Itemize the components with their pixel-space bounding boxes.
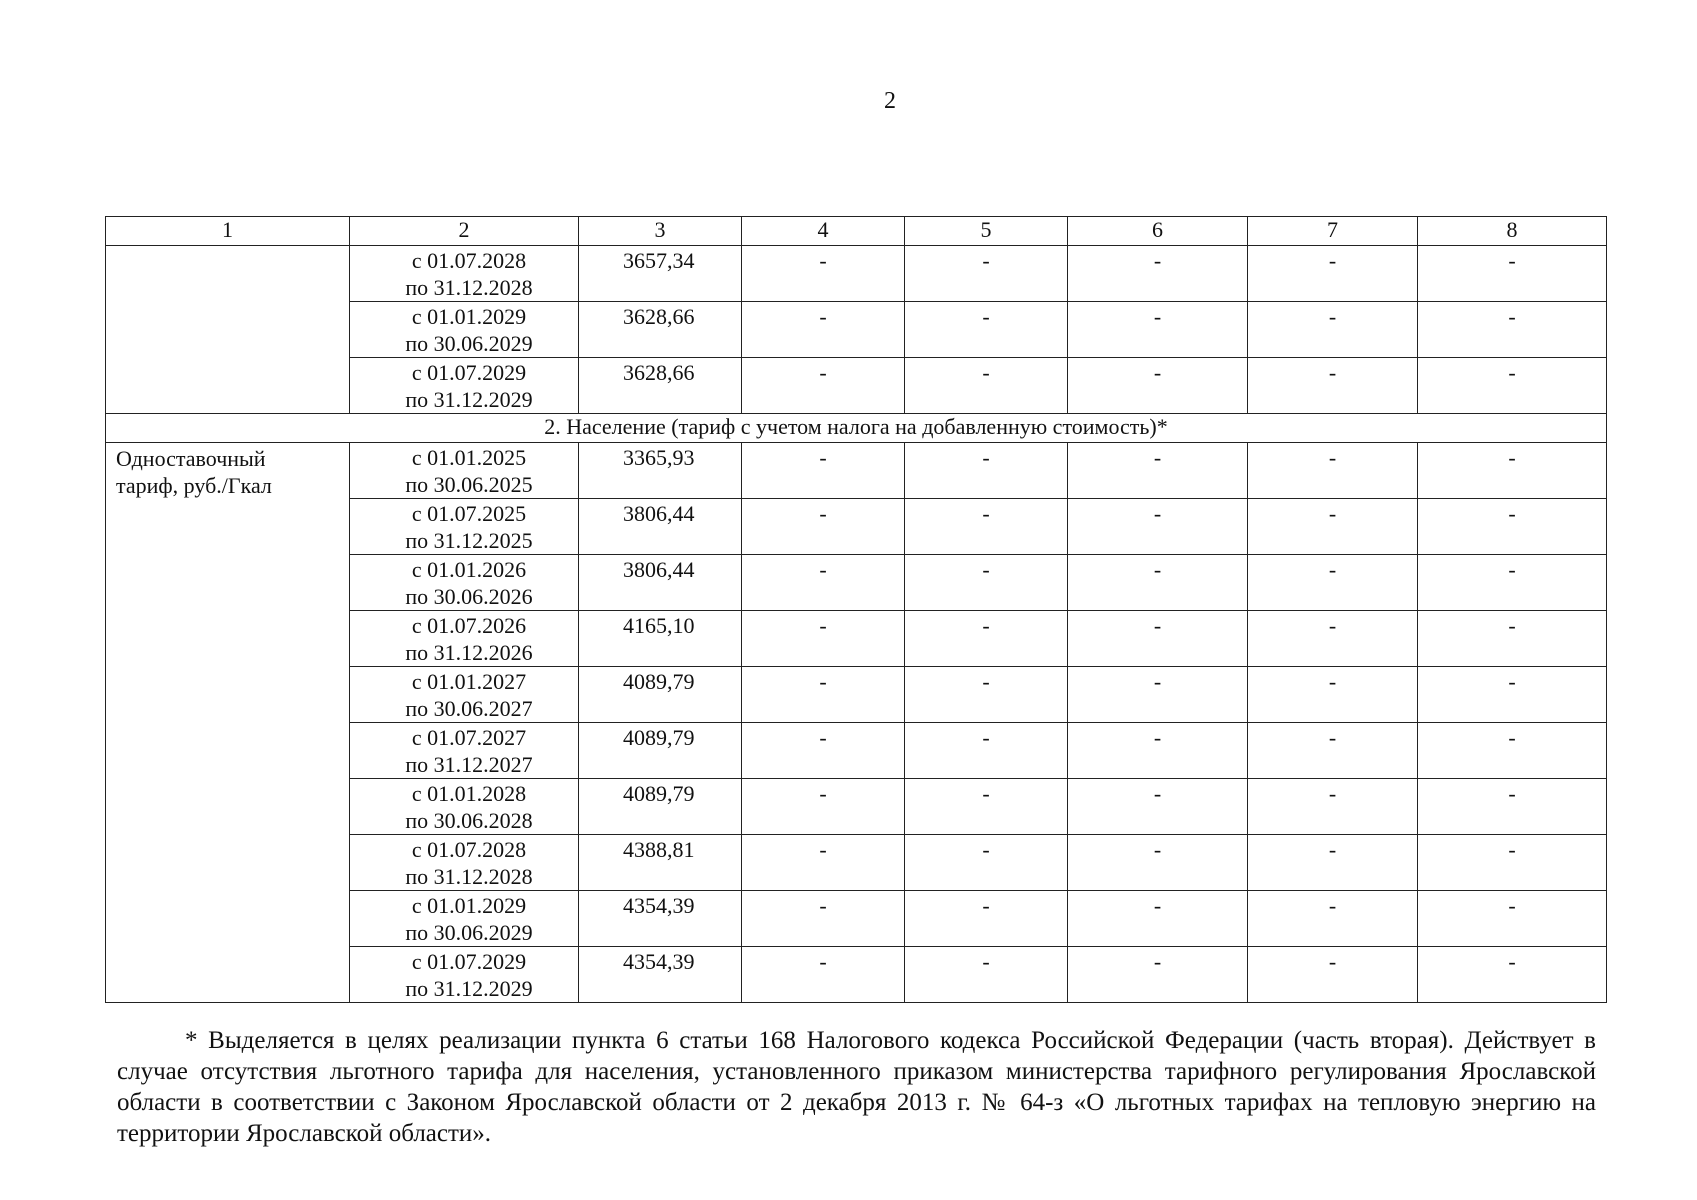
period-from: с 01.01.2027 bbox=[411, 669, 527, 694]
period-from: с 01.07.2025 bbox=[411, 501, 527, 526]
dash-cell: - bbox=[1068, 779, 1248, 835]
period-cell bbox=[350, 779, 579, 835]
header-cell: 8 bbox=[1418, 217, 1607, 246]
dash-cell: - bbox=[742, 358, 905, 414]
period-to: по 30.06.2025 bbox=[405, 472, 533, 497]
header-cell: 4 bbox=[742, 217, 905, 246]
dash-cell: - bbox=[1248, 891, 1418, 947]
dash-cell: - bbox=[905, 835, 1068, 891]
dash-cell: - bbox=[1248, 499, 1418, 555]
dash-cell: - bbox=[1248, 555, 1418, 611]
dash-cell: - bbox=[1418, 947, 1607, 1003]
period-cell bbox=[350, 667, 579, 723]
dash-cell: - bbox=[742, 302, 905, 358]
dash-cell: - bbox=[1068, 358, 1248, 414]
dash-cell: - bbox=[905, 302, 1068, 358]
dash-cell: - bbox=[1068, 611, 1248, 667]
period-from: с 01.01.2026 bbox=[411, 557, 527, 582]
period-cell bbox=[350, 246, 579, 302]
dash-cell: - bbox=[1068, 499, 1248, 555]
dash-cell: - bbox=[1418, 302, 1607, 358]
period-cell bbox=[350, 443, 579, 499]
dash-cell: - bbox=[905, 723, 1068, 779]
dash-cell: - bbox=[1248, 358, 1418, 414]
period-cell bbox=[350, 891, 579, 947]
period-cell bbox=[350, 555, 579, 611]
period-to: по 30.06.2027 bbox=[405, 696, 533, 721]
dash-cell: - bbox=[742, 246, 905, 302]
tariff-unit-line: тариф, руб./Гкал bbox=[116, 473, 272, 498]
dash-cell: - bbox=[1248, 835, 1418, 891]
tariff-value-cell: 4165,10 bbox=[579, 611, 742, 667]
dash-cell: - bbox=[1068, 723, 1248, 779]
dash-cell: - bbox=[742, 555, 905, 611]
period-to: по 30.06.2026 bbox=[405, 584, 533, 609]
dash-cell: - bbox=[1068, 302, 1248, 358]
tariff-value-cell: 3628,66 bbox=[579, 302, 742, 358]
dash-cell: - bbox=[742, 443, 905, 499]
period-cell bbox=[350, 302, 579, 358]
tariff-value-cell: 4089,79 bbox=[579, 723, 742, 779]
tariff-value-cell: 3657,34 bbox=[579, 246, 742, 302]
tariff-value-cell: 3806,44 bbox=[579, 499, 742, 555]
period-cell bbox=[350, 358, 579, 414]
dash-cell: - bbox=[1248, 723, 1418, 779]
period-to: по 30.06.2029 bbox=[405, 331, 533, 356]
header-cell: 1 bbox=[106, 217, 350, 246]
period-from: с 01.01.2028 bbox=[411, 781, 527, 806]
period-to: по 31.12.2026 bbox=[405, 640, 533, 665]
period-to: по 30.06.2028 bbox=[405, 808, 533, 833]
tariff-value-cell: 4354,39 bbox=[579, 947, 742, 1003]
dash-cell: - bbox=[742, 499, 905, 555]
dash-cell: - bbox=[1418, 891, 1607, 947]
period-from: с 01.01.2029 bbox=[411, 893, 527, 918]
dash-cell: - bbox=[1068, 246, 1248, 302]
period-cell bbox=[350, 835, 579, 891]
dash-cell: - bbox=[1248, 443, 1418, 499]
section-row bbox=[106, 414, 1607, 443]
dash-cell: - bbox=[1418, 723, 1607, 779]
table-row bbox=[106, 443, 1607, 499]
period-from: с 01.07.2029 bbox=[411, 949, 527, 974]
period-to: по 31.12.2029 bbox=[405, 976, 533, 1001]
period-to: по 31.12.2029 bbox=[405, 387, 533, 412]
tariff-value-cell: 4089,79 bbox=[579, 779, 742, 835]
tariff-value-cell: 3806,44 bbox=[579, 555, 742, 611]
dash-cell: - bbox=[905, 611, 1068, 667]
section-title: 2. Население (тариф с учетом налога на добавленную стоимость)* bbox=[106, 414, 1607, 443]
tariff-value-cell: 4354,39 bbox=[579, 891, 742, 947]
dash-cell: - bbox=[905, 358, 1068, 414]
period-from: с 01.07.2026 bbox=[411, 613, 527, 638]
dash-cell: - bbox=[1248, 611, 1418, 667]
dash-cell: - bbox=[1068, 947, 1248, 1003]
period-cell bbox=[350, 947, 579, 1003]
dash-cell: - bbox=[1418, 358, 1607, 414]
period-cell bbox=[350, 611, 579, 667]
period-from: с 01.07.2029 bbox=[411, 360, 527, 385]
dash-cell: - bbox=[1068, 555, 1248, 611]
period-from: с 01.01.2029 bbox=[411, 304, 527, 329]
dash-cell: - bbox=[1248, 779, 1418, 835]
dash-cell: - bbox=[1248, 947, 1418, 1003]
tariff-type-label bbox=[106, 443, 350, 1003]
period-to: по 31.12.2028 bbox=[405, 275, 533, 300]
dash-cell: - bbox=[1068, 443, 1248, 499]
dash-cell: - bbox=[905, 779, 1068, 835]
dash-cell: - bbox=[1418, 835, 1607, 891]
period-from: с 01.07.2027 bbox=[411, 725, 527, 750]
header-cell: 7 bbox=[1248, 217, 1418, 246]
dash-cell: - bbox=[905, 443, 1068, 499]
period-to: по 30.06.2029 bbox=[405, 920, 533, 945]
tariff-value-cell: 4388,81 bbox=[579, 835, 742, 891]
tariff-type-line: Одноставочный bbox=[116, 446, 266, 471]
dash-cell: - bbox=[1418, 499, 1607, 555]
dash-cell: - bbox=[1418, 611, 1607, 667]
dash-cell: - bbox=[1418, 443, 1607, 499]
table-row bbox=[106, 246, 1607, 302]
dash-cell: - bbox=[742, 667, 905, 723]
header-cell: 3 bbox=[579, 217, 742, 246]
header-cell: 5 bbox=[905, 217, 1068, 246]
header-cell: 6 bbox=[1068, 217, 1248, 246]
dash-cell: - bbox=[742, 835, 905, 891]
table-header-row bbox=[106, 217, 1607, 246]
period-to: по 31.12.2028 bbox=[405, 864, 533, 889]
dash-cell: - bbox=[905, 246, 1068, 302]
tariff-value-cell: 3628,66 bbox=[579, 358, 742, 414]
dash-cell: - bbox=[1418, 779, 1607, 835]
dash-cell: - bbox=[742, 779, 905, 835]
period-cell bbox=[350, 723, 579, 779]
period-from: с 01.01.2025 bbox=[411, 445, 527, 470]
tariff-table-body bbox=[106, 217, 1607, 1003]
dash-cell: - bbox=[1248, 302, 1418, 358]
dash-cell: - bbox=[1418, 246, 1607, 302]
period-from: с 01.07.2028 bbox=[411, 248, 527, 273]
dash-cell: - bbox=[1068, 891, 1248, 947]
dash-cell: - bbox=[1248, 246, 1418, 302]
dash-cell: - bbox=[1068, 667, 1248, 723]
tariff-value-cell: 4089,79 bbox=[579, 667, 742, 723]
dash-cell: - bbox=[742, 947, 905, 1003]
dash-cell: - bbox=[905, 891, 1068, 947]
dash-cell: - bbox=[905, 947, 1068, 1003]
dash-cell: - bbox=[905, 499, 1068, 555]
header-cell: 2 bbox=[350, 217, 579, 246]
period-from: с 01.07.2028 bbox=[411, 837, 527, 862]
tariff-value-cell: 3365,93 bbox=[579, 443, 742, 499]
footnote: * Выделяется в целях реализации пункта 6 статьи 168 Налогового кодекса Российской Федерации (часть вторая). Действует в случае отсутствия льготного тарифа для населения, установленного приказом министерства тарифного регулирования Ярославской области в соответствии с Законом Ярославской области от 2 декабря 2013 г. № 64-з «О льготных тарифах на тепловую энергию на территории Ярославской области». bbox=[117, 1027, 1596, 1147]
dash-cell: - bbox=[742, 891, 905, 947]
dash-cell: - bbox=[742, 723, 905, 779]
page-number: 2 bbox=[884, 88, 896, 114]
dash-cell: - bbox=[1248, 667, 1418, 723]
dash-cell: - bbox=[1418, 555, 1607, 611]
period-to: по 31.12.2025 bbox=[405, 528, 533, 553]
dash-cell: - bbox=[742, 611, 905, 667]
tariff-table bbox=[105, 216, 1607, 1003]
dash-cell: - bbox=[1068, 835, 1248, 891]
dash-cell: - bbox=[1418, 667, 1607, 723]
dash-cell: - bbox=[905, 667, 1068, 723]
period-to: по 31.12.2027 bbox=[405, 752, 533, 777]
period-cell bbox=[350, 499, 579, 555]
label-cell-empty bbox=[106, 246, 350, 414]
dash-cell: - bbox=[905, 555, 1068, 611]
